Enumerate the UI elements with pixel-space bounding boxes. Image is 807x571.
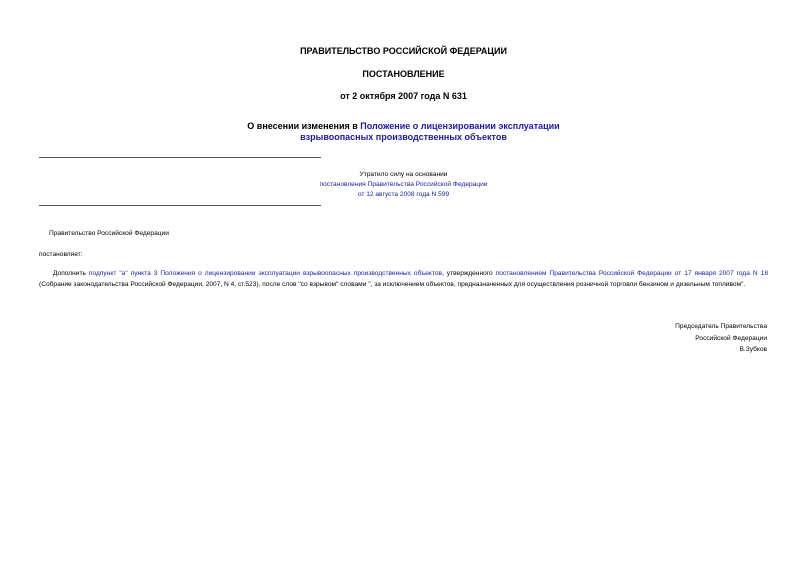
paragraph-end: (Собрание законодательства Российской Федерации, 2007, N 4, ст.523), после слов "со взрывом" словами ", за исключением объектов, предназначенных для осуществления розничной торговли бензином и дизельным топливом". [39,281,746,288]
main-paragraph [39,268,768,290]
title-link-regulation[interactable]: Положение о лицензировании эксплуатации [360,121,560,131]
paragraph-mid: , утвержденного [441,270,496,277]
signature-position-line1: Председатель Правительства [675,323,767,330]
title-prefix: О внесении изменения в [247,121,361,131]
signature-position-line2: Российской Федерации [695,334,767,342]
document-title-line2 [0,132,807,142]
decides-text: постановляет: [39,251,83,258]
signature-name: В.Зубков [739,346,767,353]
signature-block [675,321,767,356]
status-note-line1: Утратило силу на основании [359,171,448,178]
document-date-number: от 2 октября 2007 года N 631 [340,91,467,101]
paragraph-start: Дополнить [53,270,89,277]
link-resolution[interactable]: постановлением Правительства Российской Федерации от 17 января 2007 года N 18 [495,270,768,277]
document-title-line1 [0,121,807,131]
status-note-link-resolution[interactable]: постановления Правительства Российской Федерации [319,181,488,188]
link-subpoint[interactable]: подпункт "а" пункта 3 Положения о лицензировании эксплуатации взрывоопасных производственных объектов [88,270,442,277]
status-note-link-date[interactable]: от 12 августа 2008 года N 599 [357,191,450,198]
government-heading: ПРАВИТЕЛЬСТВО РОССИЙСКОЙ ФЕДЕРАЦИИ [300,46,507,56]
status-note-line3 [0,189,807,200]
document-type: ПОСТАНОВЛЕНИЕ [362,69,445,79]
title-link-regulation-continued[interactable]: взрывоопасных производственных объектов [300,132,507,142]
divider-top [39,157,321,158]
issuer-text: Правительство Российской Федерации [49,230,169,237]
divider-bottom [39,205,321,206]
